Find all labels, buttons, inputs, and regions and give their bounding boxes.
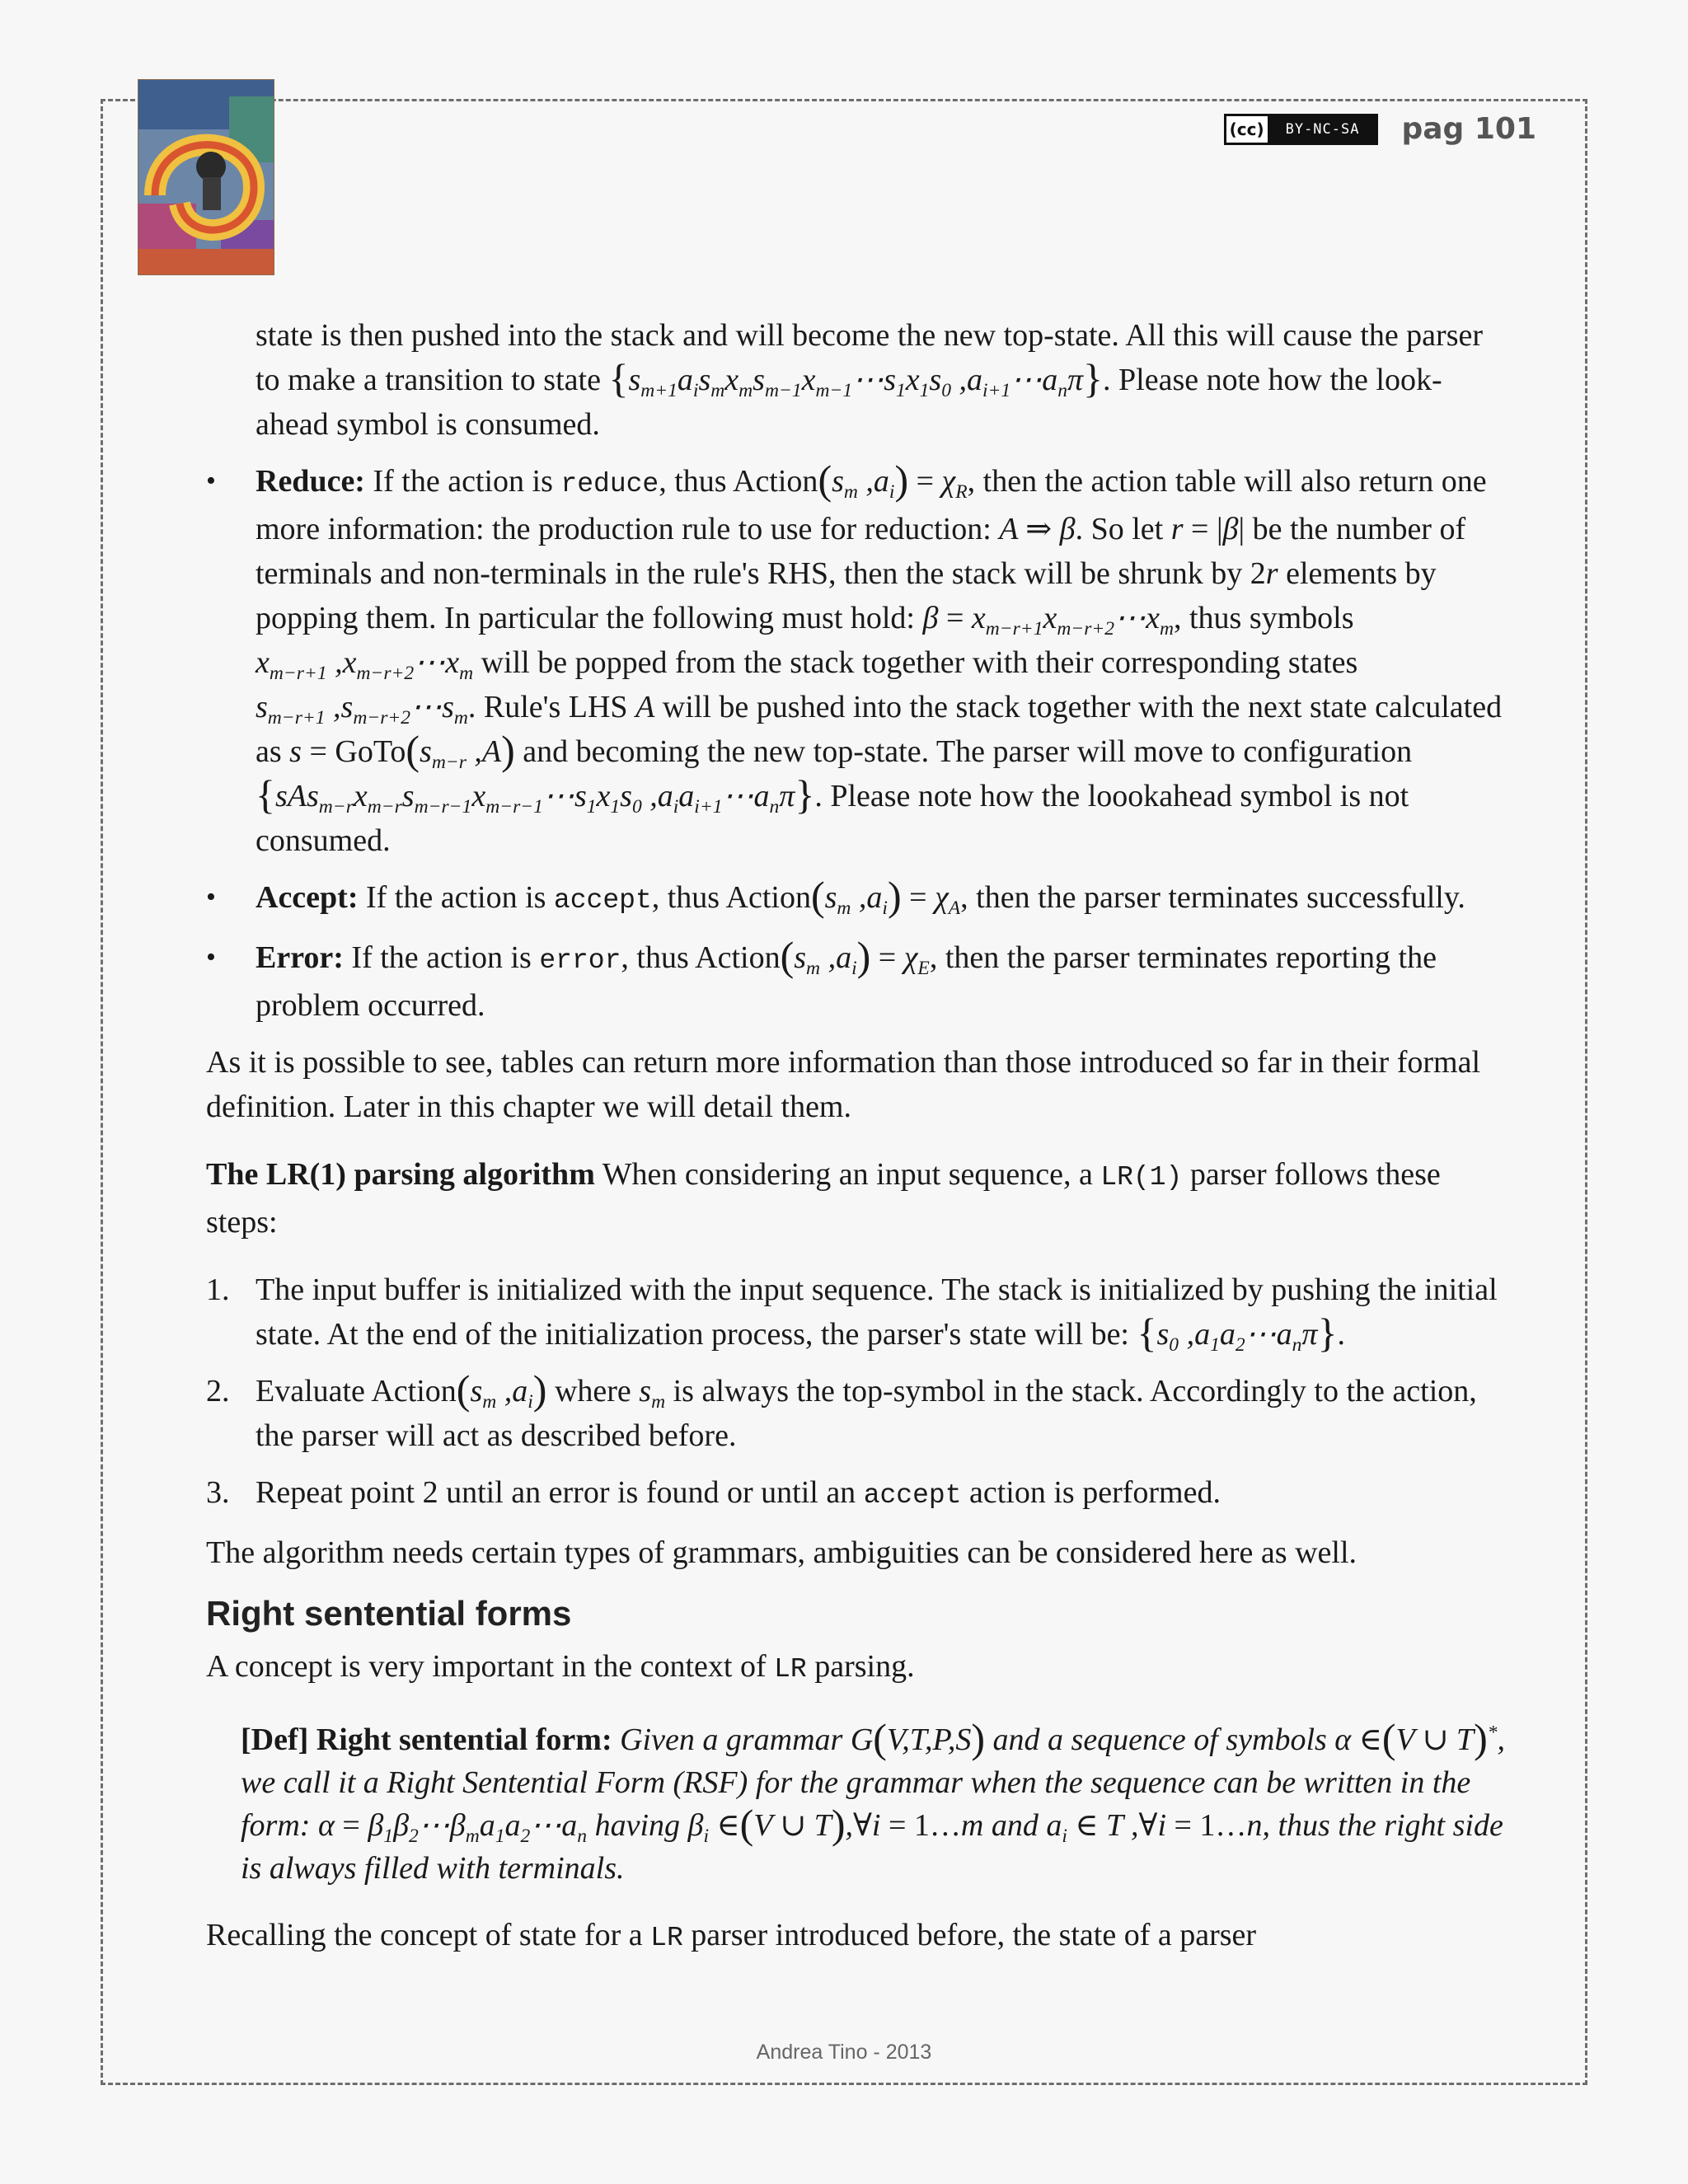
page-header [1224,112,1536,146]
paragraph-concept: A concept is very important in the context of LR parsing. [206,1649,915,1685]
license-label: BY-NC-SA [1269,116,1376,143]
paragraph-state-recall: Recalling the concept of state for a LR parser introduced before, the state of a parser [206,1918,1257,1953]
page-number: pag 101 [1401,112,1536,146]
section-title: Right sentential forms [206,1594,572,1633]
paragraph-lr1-algorithm: The LR(1) parsing algorithm When considering an input sequence, a LR(1) parser follows these steps: [206,1157,1441,1240]
cc-icon: (cc) [1226,116,1269,143]
bullet-error: • Error: If the action is error, thus $Action(s_m$ $,a_i) = \chi_E$, then the parser terminates reporting the problem occurred. [206,933,1437,1023]
paragraph-tables-info: As it is possible to see, tables can return more information than those introduced so far in their formal definition. Later in this chapter we will detail them. [206,1045,1480,1124]
step-item: 2. Evaluate $Action(s_m$ $,a_i$) where $s_m$ is always the top-symbol in the stack. Accordingly to the action, the parser will act as described before. [206,1366,1477,1453]
formula-config-shift: {$s_{m+1}a_is_mx_ms_{m-1}x_{m-1}\cdots s_1x_1s_0$ $,a_{i+1}\cdots a_n\pi$} [608,355,1104,402]
paragraph-grammars: The algorithm needs certain types of grammars, ambiguities can be considered here as well. [206,1535,1357,1570]
step-item: 1. The input buffer is initialized with the input sequence. The stack is initialized by pushing the initial state. At the end of the initialization process, the parser's state will be: {$s_0$ $,a_1a_2\cdots a_n\pi$}. [206,1272,1498,1357]
paragraph-state-push: state is then pushed into the stack and will become the new top-state. All this will cause the parser to make a transition to state {$s_{m+1}a_is_mx_ms_{m-1}x_{m-1}\cdots s_1x_1s_0$ $,a_{i+1}\cdots a_n\pi$}. Please note how the look-ahead symbol is consumed. [256,318,1484,442]
run-in-heading: The LR(1) parsing algorithm [206,1157,595,1192]
bullet-dot: • [206,466,216,496]
cover-artwork [138,80,274,274]
definition-label: [Def] Right sentential form: [241,1722,612,1757]
step-item: 3. Repeat point 2 until an error is found or until an accept action is performed. [206,1475,1221,1511]
bullet-dot: • [206,942,216,972]
definition-block: [Def] Right sentential form: Given a grammar G(V,T,P,S) and a sequence of symbols α ∈(V ∪ T)*, we call it a Right Sentential Form (RSF) for the grammar when the sequence can be written in the form: $\alpha = \beta_1\beta_2\cdots\beta_ma_1a_2\cdots a_n$ having $\beta_i$ ∈(V ∪ T),∀i = 1…m and $a_i$ ∈ T ,∀i = 1…n, thus the right side is always filled with terminals. [241,1715,1505,1886]
bullet-reduce: • Reduce: If the action is reduce, thus $Action(s_m$ $,a_i) = \chi_R$, then the action table will also return one more information: the production rule to use for reduction: A ⇒ β. So let r = |β| be the number of terminals and non-terminals in the rule's RHS, then the stack will be shrunk by 2r elements by popping them. In particular the following must hold: $\beta = x_{m-r+1}x_{m-r+2}\cdots x_m$, thus symbols $x_{m-r+1}$ $,x_{m-r+2}\cdots x_m$ will be popped from the stack together with their corresponding states $s_{m-r+1}$ $,s_{m-r+2}\cdots s_m$. Rule's LHS A will be pushed into the stack together with the next state calculated as $s = GoTo(s_{m-r}$ ,A) and becoming the new top-state. The parser will move to configuration {$sAs_{m-r}x_{m-r}s_{m-r-1}x_{m-r-1}\cdots s_1x_1s_0$ $,a_ia_{i+1}\cdots a_n\pi$}. Please note how the loookahead symbol is not consumed. [206,457,1503,858]
page-content [206,313,1508,1961]
page-footer: Andrea Tino - 2013 [756,2041,932,2064]
bullet-accept: • Accept: If the action is accept, thus $Action(s_m$ $,a_i) = \chi_A$, then the parser terminates successfully. [206,873,1465,920]
book-cover-image [138,79,274,275]
bullet-dot: • [206,882,216,912]
license-badge[interactable] [1224,114,1379,145]
